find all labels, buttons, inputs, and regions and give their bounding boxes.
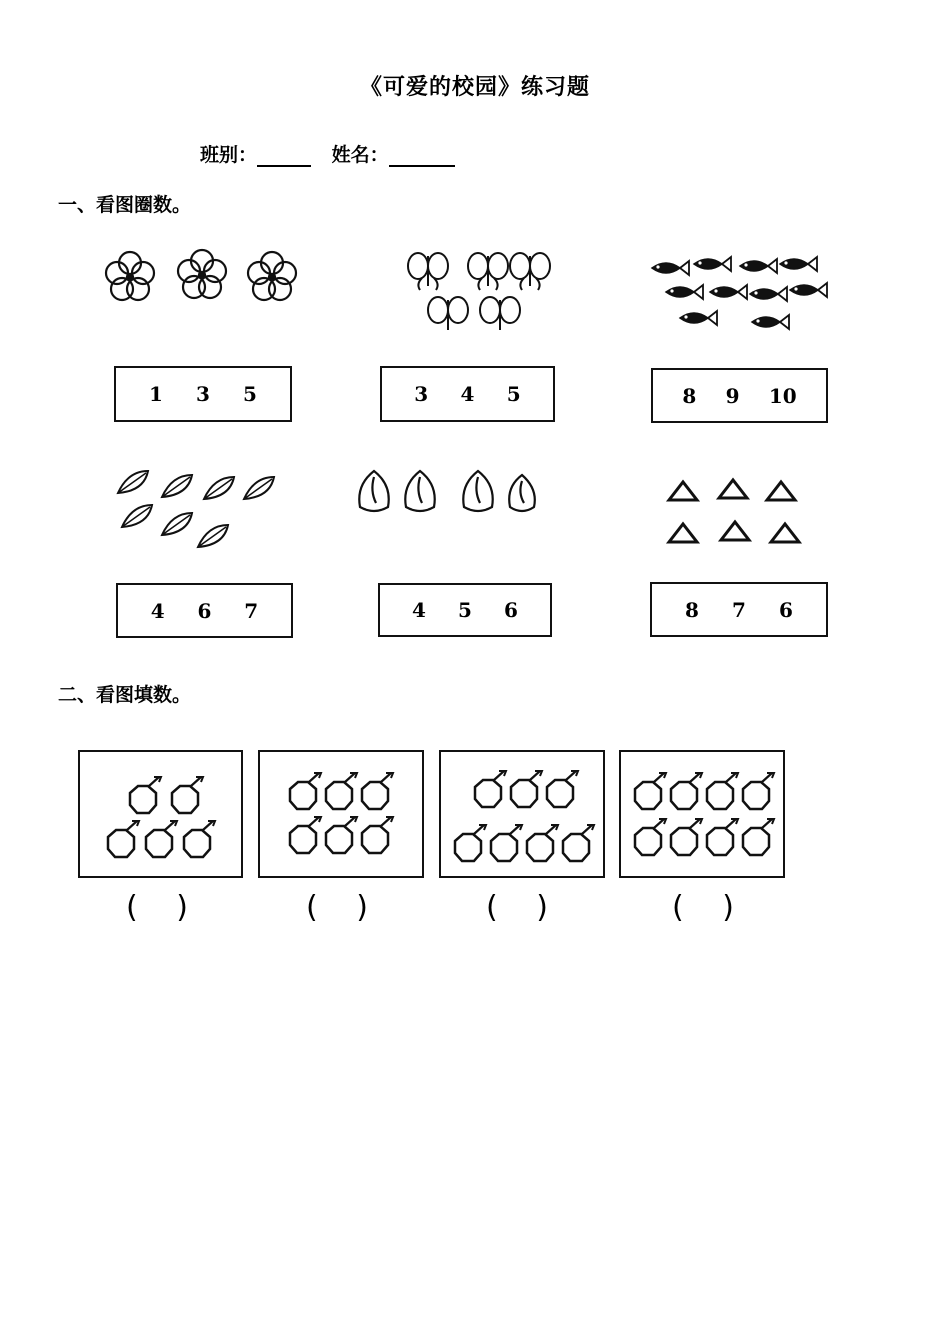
apple-icon: [260, 752, 426, 880]
choice-number[interactable]: 1: [149, 382, 163, 406]
bean-icon: [350, 465, 550, 525]
close-paren: ): [722, 890, 734, 925]
class-label: 班别：: [200, 144, 258, 166]
choice-number[interactable]: 6: [197, 598, 212, 623]
choice-number[interactable]: 8: [685, 597, 699, 622]
choice-box-beans: [378, 583, 552, 637]
choice-number[interactable]: 3: [414, 382, 429, 406]
choice-number[interactable]: 5: [458, 598, 472, 622]
choice-number[interactable]: 5: [242, 382, 257, 406]
fish-icon: [640, 250, 850, 342]
apple-box-1: [78, 750, 243, 878]
class-blank[interactable]: [257, 143, 311, 167]
choice-number[interactable]: 8: [682, 383, 697, 408]
choice-number[interactable]: 6: [778, 597, 793, 622]
choice-number[interactable]: 7: [244, 598, 259, 623]
apple-box-4: [619, 750, 785, 878]
close-paren: ): [356, 890, 368, 925]
answer-blank-4[interactable]: [672, 890, 734, 925]
apple-box-3: [439, 750, 605, 878]
choice-box-butterflies: [380, 366, 555, 422]
choice-number[interactable]: 5: [506, 382, 521, 406]
close-paren: ): [536, 890, 548, 925]
choice-number[interactable]: 10: [768, 383, 797, 408]
choice-number[interactable]: 3: [196, 382, 210, 406]
choice-number[interactable]: 7: [732, 597, 746, 622]
apple-icon: [621, 752, 787, 880]
flower-icon: [100, 245, 310, 310]
name-label: 姓名：: [331, 144, 389, 166]
apple-icon: [80, 752, 245, 880]
name-blank[interactable]: [389, 143, 455, 167]
open-paren: (: [486, 890, 498, 925]
choice-number[interactable]: 4: [412, 598, 426, 622]
butterfly-icon: [400, 248, 560, 343]
choice-box-leaves: [116, 583, 293, 638]
student-info: [200, 140, 469, 167]
open-paren: (: [126, 890, 138, 925]
section1-heading: 一、看图圈数。: [58, 194, 192, 216]
choice-number[interactable]: 9: [725, 383, 740, 408]
apple-icon: [441, 752, 607, 880]
choice-box-fish: [651, 368, 828, 423]
choice-number[interactable]: 4: [460, 382, 475, 406]
close-paren: ): [176, 890, 188, 925]
leaf-icon: [112, 455, 292, 555]
answer-blank-2[interactable]: [306, 890, 368, 925]
answer-blank-1[interactable]: [126, 890, 188, 925]
section2-heading: 二、看图填数。: [58, 684, 192, 706]
choice-box-triangles: [650, 582, 828, 637]
choice-number[interactable]: 4: [150, 598, 165, 623]
choice-number[interactable]: 6: [503, 598, 518, 622]
triangle-icon: [665, 478, 805, 550]
apple-box-2: [258, 750, 424, 878]
open-paren: (: [306, 890, 318, 925]
answer-blank-3[interactable]: [486, 890, 548, 925]
worksheet-title: 《可爱的校园》练习题: [359, 74, 590, 100]
open-paren: (: [672, 890, 684, 925]
choice-box-flowers: [114, 366, 292, 422]
